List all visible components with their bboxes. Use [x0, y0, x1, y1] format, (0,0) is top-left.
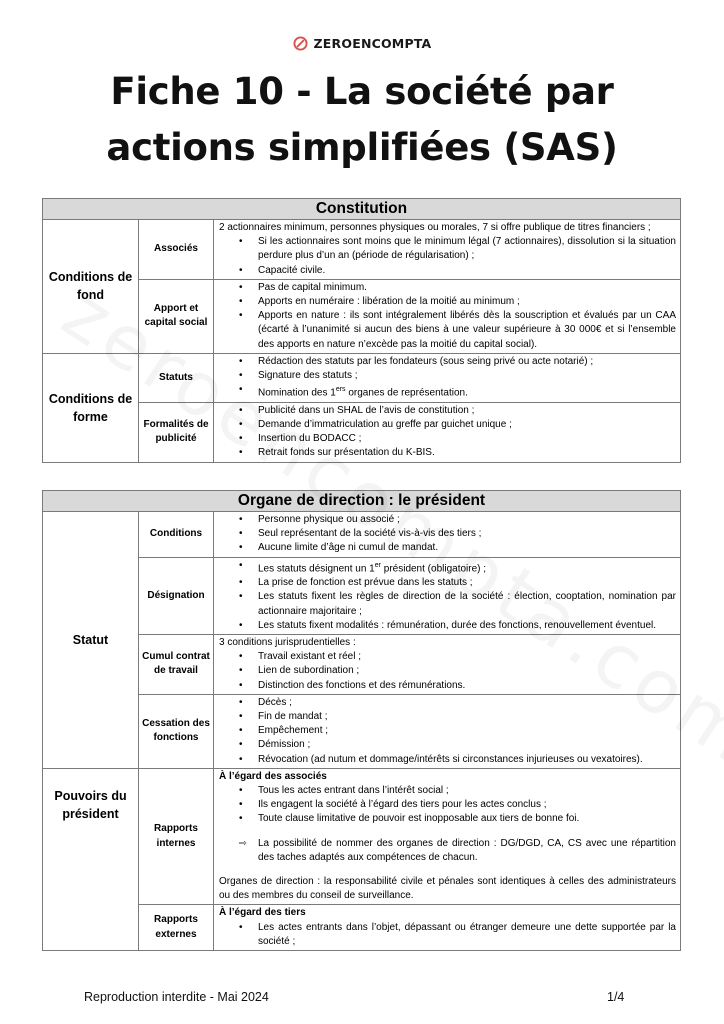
formalites-label: Formalités de publicité: [139, 402, 214, 462]
list-item: • Si les actionnaires sont moins que le minimum légal (7 actionnaires), dissolution si la situation perdure plus d’un an (période de régularisation) ;: [219, 235, 676, 263]
rapports-externes-label: Rapports externes: [139, 905, 214, 951]
list-item: • Distinction des fonctions et des rémunérations.: [219, 679, 676, 693]
list-item: • Pas de capital minimum.: [219, 281, 676, 295]
logo: [0, 36, 724, 51]
nomination-sup: ers: [335, 386, 346, 394]
statuts-label: Statuts: [139, 353, 214, 402]
conditions-label: Conditions: [139, 512, 214, 558]
list-item: • Aucune limite d’âge ni cumul de mandat.: [219, 541, 676, 555]
list-item: • Empêchement ;: [219, 724, 676, 738]
cessation-label: Cessation des fonctions: [139, 694, 214, 768]
list-item: • Personne physique ou associé ;: [219, 513, 676, 527]
designation-first-post: président (obligatoire) ;: [380, 562, 487, 574]
list-item: • Demande d’immatriculation au greffe par guichet unique ;: [219, 418, 676, 432]
list-item: • Les statuts fixent modalités : rémunération, durée des fonctions, renouvellement éventuel.: [219, 619, 676, 633]
list-item: • La prise de fonction est prévue dans les statuts ;: [219, 576, 676, 590]
designation-first-sup: er: [374, 561, 381, 569]
list-item: • Lien de subordination ;: [219, 664, 676, 678]
conditions-de-forme-label: Conditions de forme: [43, 353, 139, 462]
footer-copyright: Reproduction interdite - Mai 2024: [84, 990, 269, 1004]
list-item: • Tous les actes entrant dans l’intérêt social ;: [219, 784, 676, 798]
designation-label: Désignation: [139, 557, 214, 634]
statuts-content: [214, 353, 681, 402]
internes-content: [214, 768, 681, 905]
page-title: [0, 64, 724, 176]
rapports-internes-label: Rapports internes: [139, 768, 214, 905]
cumul-contrat-label: Cumul contrat de travail: [139, 634, 214, 694]
logo-text: ZEROENCOMPTA: [313, 36, 432, 51]
footer-page-number: 1/4: [607, 990, 625, 1004]
list-item: • Travail existant et réel ;: [219, 650, 676, 664]
list-item: • Insertion du BODACC ;: [219, 432, 676, 446]
externes-heading: À l’égard des tiers: [219, 907, 306, 919]
list-item: • Rédaction des statuts par les fondateurs (sous seing privé ou acte notarié) ;: [219, 355, 676, 369]
conditions-de-fond-label: Conditions de fond: [43, 220, 139, 354]
list-item: [219, 383, 676, 401]
list-item: • Capacité civile.: [219, 264, 676, 278]
formalites-content: [214, 402, 681, 462]
associes-label: Associés: [139, 220, 214, 280]
designation-first-pre: Les statuts désignent un 1: [258, 562, 375, 574]
externes-content: [214, 905, 681, 951]
statut-label: Statut: [43, 512, 139, 769]
cumul-content: [214, 634, 681, 694]
designation-content: [214, 557, 681, 634]
logo-icon: [293, 36, 308, 51]
internes-heading: À l’égard des associés: [219, 770, 327, 782]
list-item: • Ils engagent la société à l’égard des tiers pour les actes conclus ;: [219, 798, 676, 812]
list-item: • Apports en numéraire : libération de la moitié au minimum ;: [219, 295, 676, 309]
list-item: • Révocation (ad nutum et dommage/intérêts si circonstances injurieuses ou vexatoires).: [219, 753, 676, 767]
list-item: • Fin de mandat ;: [219, 710, 676, 724]
cumul-intro: 3 conditions jurisprudentielles :: [219, 636, 356, 648]
apport-capital-label: Apport et capital social: [139, 279, 214, 353]
list-item: • Signature des statuts ;: [219, 369, 676, 383]
arrow-item: ⇨ La possibilité de nommer des organes de direction : DG/DGD, CA, CS avec une répartition des taches adaptés aux compétences de chacun.: [219, 837, 676, 865]
list-item: • Apports en nature : ils sont intégralement libérés dès la souscription et évalués par un CAA (écarté à l’unanimité si aucun des biens à une valeur supérieure à 30 000€ et si l’ensemble des apports en nature n’excède pas la moitié du capital social).: [219, 309, 676, 352]
direction-header: Organe de direction : le président: [43, 491, 681, 512]
nomination-pre: Nomination des 1: [258, 387, 336, 399]
title-line-1: Fiche 10 - La société par: [110, 70, 614, 113]
pouvoirs-label: Pouvoirs du président: [43, 768, 139, 950]
internes-note: Organes de direction : la responsabilité civile et pénales sont identiques à celles des administrateurs ou des membres du conseil de surveillance.: [219, 876, 676, 902]
associes-intro: 2 actionnaires minimum, personnes physiques ou morales, 7 si offre publique de titres financiers ;: [219, 222, 651, 233]
constitution-table: [42, 198, 681, 463]
list-item: • Démission ;: [219, 738, 676, 752]
list-item: • Seul représentant de la société vis-à-vis des tiers ;: [219, 527, 676, 541]
direction-table: [42, 490, 681, 951]
list-item: • Publicité dans un SHAL de l’avis de constitution ;: [219, 404, 676, 418]
associes-content: [214, 220, 681, 280]
list-item: • Les statuts fixent les règles de direction de la société : élection, cooptation, nomination par actionnaire majoritaire ;: [219, 590, 676, 618]
apport-content: [214, 279, 681, 353]
title-line-2: actions simplifiées (SAS): [106, 126, 618, 169]
conditions-content: [214, 512, 681, 558]
cessation-content: [214, 694, 681, 768]
constitution-header: Constitution: [43, 199, 681, 220]
list-item: [219, 559, 676, 577]
list-item: • Retrait fonds sur présentation du K-BIS.: [219, 446, 676, 460]
list-item: • Décès ;: [219, 696, 676, 710]
nomination-post: organes de représentation.: [345, 387, 468, 399]
list-item: • Les actes entrants dans l’objet, dépassant ou étranger demeure une dette supportée par la société ;: [219, 921, 676, 949]
list-item: • Toute clause limitative de pouvoir est inopposable aux tiers de bonne foi.: [219, 812, 676, 826]
